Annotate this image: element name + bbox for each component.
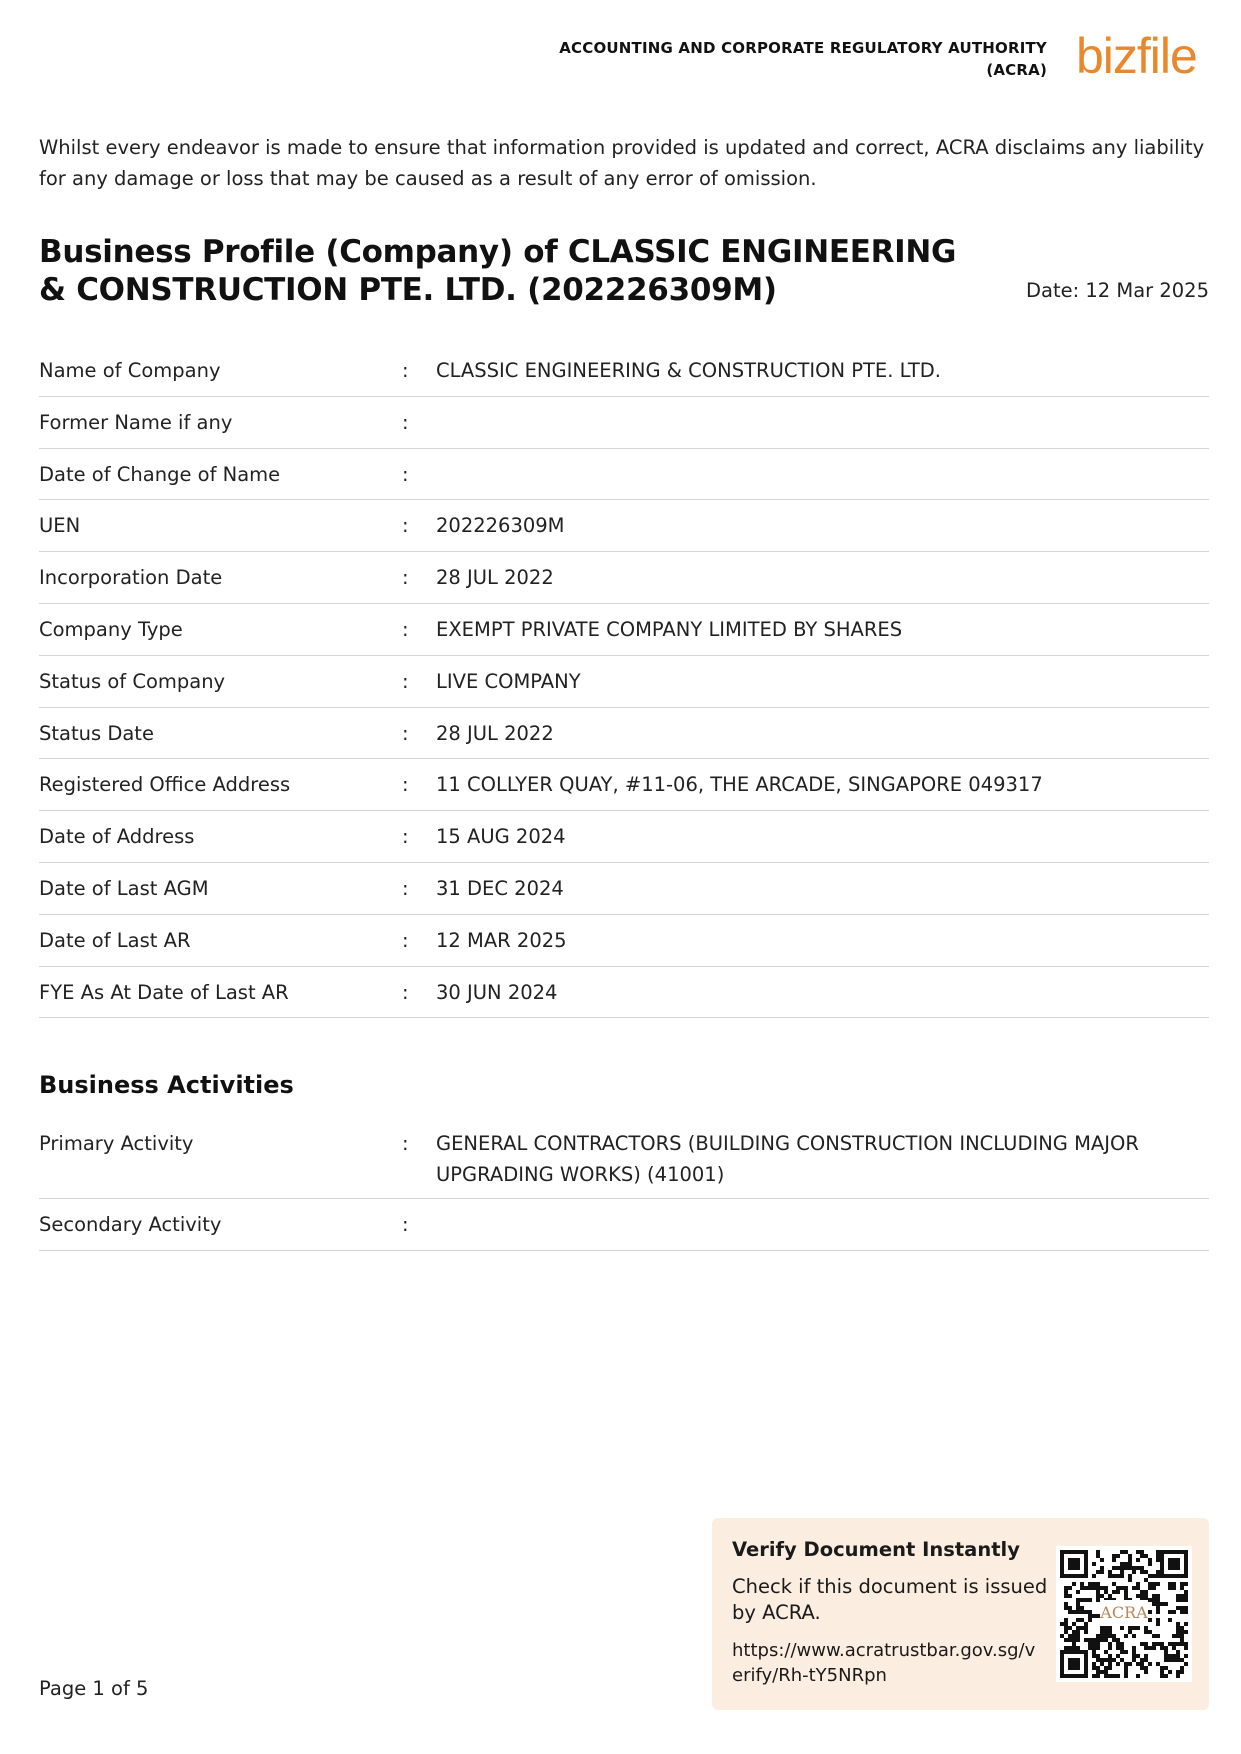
detail-label: Company Type (39, 617, 183, 641)
detail-label: Status of Company (39, 669, 226, 693)
detail-label: Incorporation Date (39, 566, 223, 590)
activity-separator: : (402, 1132, 409, 1155)
activity-value (436, 1209, 1209, 1250)
detail-value: 30 JUN 2024 (436, 980, 558, 1004)
detail-value: 12 MAR 2025 (436, 928, 567, 952)
detail-value (436, 407, 1209, 448)
detail-separator: : (402, 617, 409, 641)
detail-label: Former Name if any (39, 410, 233, 434)
authority-name-line2: (ACRA) (986, 61, 1047, 79)
detail-separator: : (402, 825, 409, 849)
detail-row-registered-office-address (39, 759, 1209, 811)
detail-row-uen (39, 500, 1209, 552)
detail-separator: : (402, 876, 409, 900)
verify-description: Check if this document is issued by ACRA. (732, 1575, 1048, 1624)
detail-label: FYE As At Date of Last AR (39, 980, 289, 1004)
activity-separator: : (402, 1213, 409, 1236)
detail-label: Date of Change of Name (39, 462, 281, 486)
detail-value: 11 COLLYER QUAY, #11-06, THE ARCADE, SINGAPORE 049317 (436, 773, 1043, 797)
detail-row-company-type (39, 604, 1209, 656)
activity-row-primary (39, 1120, 1209, 1199)
qr-code-graphic (1056, 1546, 1192, 1682)
document-date: Date: 12 Mar 2025 (1025, 279, 1209, 302)
authority-name-line1: ACCOUNTING AND CORPORATE REGULATORY AUTHORITY (559, 39, 1047, 57)
detail-row-date-of-change-of-name (39, 449, 1209, 501)
detail-separator: : (402, 359, 409, 382)
verify-url-link[interactable]: https://www.acratrustbar.gov.sg/verify/Rh-tY5NRpn (732, 1640, 1036, 1686)
detail-separator: : (402, 462, 409, 486)
detail-row-date-of-last-ar (39, 915, 1209, 967)
detail-value: 31 DEC 2024 (436, 876, 564, 900)
detail-separator: : (402, 928, 409, 952)
detail-label: Date of Last AGM (39, 876, 209, 900)
detail-row-status-date (39, 708, 1209, 760)
detail-row-status-of-company (39, 656, 1209, 708)
detail-separator: : (402, 773, 409, 797)
detail-value: LIVE COMPANY (436, 669, 581, 693)
detail-value: 15 AUG 2024 (436, 825, 566, 849)
detail-label: Registered Office Address (39, 773, 291, 797)
activity-row-secondary (39, 1199, 1209, 1251)
detail-label: UEN (39, 514, 81, 538)
bizfile-logo (1076, 28, 1208, 84)
page-number: Page 1 of 5 (39, 1677, 149, 1700)
activity-label: Secondary Activity (39, 1213, 222, 1236)
detail-separator: : (402, 566, 409, 590)
detail-row-name-of-company (39, 345, 1209, 397)
qr-acra-label: ACRA (1100, 1603, 1148, 1622)
detail-row-incorporation-date (39, 552, 1209, 604)
bizfile-logo-text: bizfile (1076, 28, 1197, 84)
detail-row-former-name (39, 397, 1209, 449)
verify-title: Verify Document Instantly (732, 1538, 1020, 1561)
detail-row-fye-as-at-last-ar (39, 967, 1209, 1019)
detail-value: 202226309M (436, 514, 565, 538)
business-activities-table (39, 1120, 1209, 1251)
page-title: Business Profile (Company) of CLASSIC ENGINEERING & CONSTRUCTION PTE. LTD. (202226309M) (39, 234, 957, 308)
detail-label: Status Date (39, 721, 154, 745)
authority-name (447, 37, 1047, 81)
detail-value: CLASSIC ENGINEERING & CONSTRUCTION PTE. LTD. (436, 359, 941, 382)
detail-row-date-of-last-agm (39, 863, 1209, 915)
detail-separator: : (402, 721, 409, 745)
detail-separator: : (402, 410, 409, 434)
detail-separator: : (402, 669, 409, 693)
detail-value: 28 JUL 2022 (436, 566, 554, 590)
detail-label: Name of Company (39, 359, 221, 382)
detail-label: Date of Last AR (39, 928, 191, 952)
qr-code-icon[interactable] (1056, 1546, 1192, 1682)
company-details-table (39, 345, 1209, 1018)
business-activities-heading: Business Activities (39, 1071, 294, 1099)
activity-label: Primary Activity (39, 1132, 194, 1155)
detail-value (436, 459, 1209, 500)
verify-document-panel (712, 1518, 1209, 1710)
detail-value: 28 JUL 2022 (436, 721, 554, 745)
detail-separator: : (402, 514, 409, 538)
detail-value: EXEMPT PRIVATE COMPANY LIMITED BY SHARES (436, 617, 903, 641)
detail-row-date-of-address (39, 811, 1209, 863)
detail-separator: : (402, 980, 409, 1004)
detail-label: Date of Address (39, 825, 195, 849)
disclaimer-text: Whilst every endeavor is made to ensure that information provided is updated and correct, ACRA disclaims any liability for any damage or loss that may be caused as a result of any error of omission. (39, 136, 1205, 190)
activity-value: GENERAL CONTRACTORS (BUILDING CONSTRUCTION INCLUDING MAJOR UPGRADING WORKS) (41001) (436, 1132, 1139, 1186)
